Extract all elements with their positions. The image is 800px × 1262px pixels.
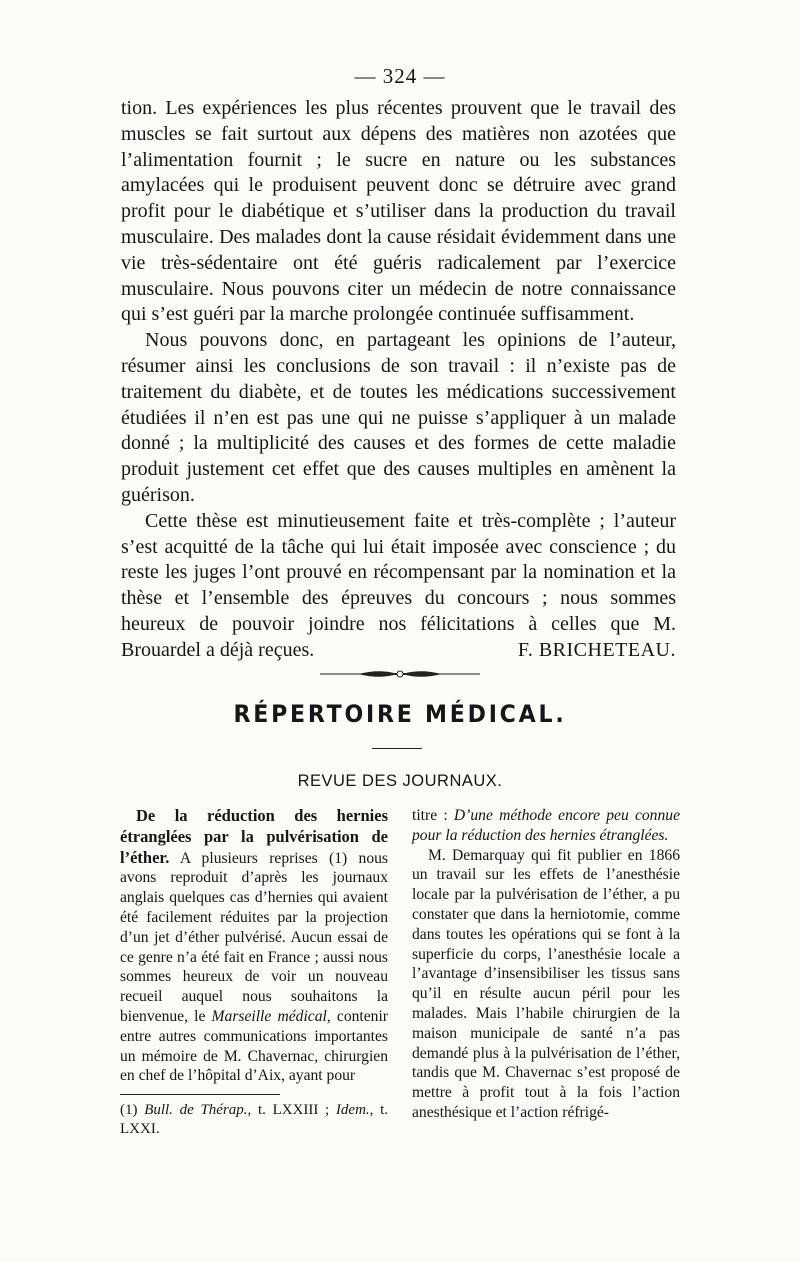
page-number: — 324 —	[354, 64, 446, 88]
journal-name: Marseille médical	[211, 1007, 327, 1025]
article-paragraph	[120, 806, 388, 1086]
signature-line	[121, 638, 676, 664]
ornament-divider	[320, 669, 480, 679]
paragraph: tion. Les expériences les plus récentes prouvent que le travail des muscles se fait surtout aux dépens des matières non azotées que l’alimentation fournit ; le sucre en nature ou les substances amylacées qui le produisent peuvent donc se détruire avec grand profit pour le diabétique et s’utiliser dans la production du travail musculaire. Des malades dont la cause résidait évidemment dans une vie très-sédentaire ont été guéris radicalement par l’exercice musculaire. Nous pouvons citer un médecin de notre connaissance qui s’est guéri par la marche prolongée continuée suffisamment.	[121, 97, 676, 326]
article-text: , contenir entre autres communications importantes un mémoire de M. Chavernac, chirurgien en chef de l’hôpital d’Aix, ayant pour	[120, 1007, 388, 1085]
paragraph: Cette thèse est minutieusement faite et très-complète ; l’auteur s’est acquitté de la tâche qui lui était imposée avec conscience ; du reste les juges l’ont prouvé en récompensant par la nomination et la thèse et l’ensemble des épreuves du concours ; nous sommes heureux de pouvoir joindre nos félicitations à celles que M. Brouardel a déjà reçues.	[121, 509, 676, 661]
footnote-vol: , t. LXXIII ;	[247, 1102, 330, 1119]
short-rule	[372, 748, 422, 749]
article-work-title: D’une méthode encore peu connue pour la réduction des hernies étranglées.	[412, 807, 680, 844]
footnote-ref: Idem.	[335, 1102, 370, 1119]
footnote-rule	[120, 1094, 280, 1095]
footnote-ref: Bull. de Thérap.	[144, 1102, 248, 1119]
article-paragraph	[412, 806, 680, 846]
article-title: De la réduction des hernies étranglées par la pulvérisation de l’éther.	[120, 806, 388, 867]
paragraph: Nous pouvons donc, en partageant les opinions de l’auteur, résumer ainsi les conclusions de son travail : il n’existe pas de traitement du diabète, et de toutes les médications successivement étudiées il n’en est pas une qui ne puisse s’appliquer à un malade donné ; la multiplicité des causes et des formes de cette maladie produit justement cet effet que des causes multiples en amènent la guérison.	[121, 329, 676, 506]
section-title: RÉPERTOIRE MÉDICAL.	[233, 700, 567, 728]
article-text: titre :	[412, 807, 448, 824]
footnote	[120, 1101, 388, 1139]
signature: F. BRICHETEAU.	[517, 638, 676, 661]
main-text	[121, 96, 676, 664]
article-paragraph: M. Demarquay qui fit publier en 1866 un travail sur les effets de l’anesthésie locale par la pulvérisation de l’éther, a pu constater que dans la herniotomie, comme dans toutes les opérations qui se font à la superficie du corps, l’anesthésie locale a l’avantage d’insensibiliser les tissus sans qu’il en résulte aucun péril pour les malades. Mais l’habile chirurgien de la maison municipale de santé n’a pas demandé plus à la pulvérisation de l’éther, tandis que M. Chavernac s’est proposé de mettre à profit tout à la fois l’action anesthésique et l’action réfrigé-	[412, 846, 680, 1121]
footnote-vol: , t. LXXI.	[120, 1102, 389, 1138]
left-column	[120, 806, 388, 1139]
footnote-marker: (1)	[120, 1102, 138, 1119]
article-text: A plusieurs reprises (1) nous avons reproduit d’après les journaux anglais quelques cas d’hernies qui avaient été facilement réduites par la projection d’un jet d’éther pulvérisé. Aucun essai de ce genre n’a été fait en France ; aussi nous sommes heureux de voir un nouveau recueil auquel nous souhaitons la bienvenue, le	[120, 849, 389, 1025]
right-column	[412, 806, 680, 1123]
section-subtitle: REVUE DES JOURNAUX.	[297, 772, 503, 790]
